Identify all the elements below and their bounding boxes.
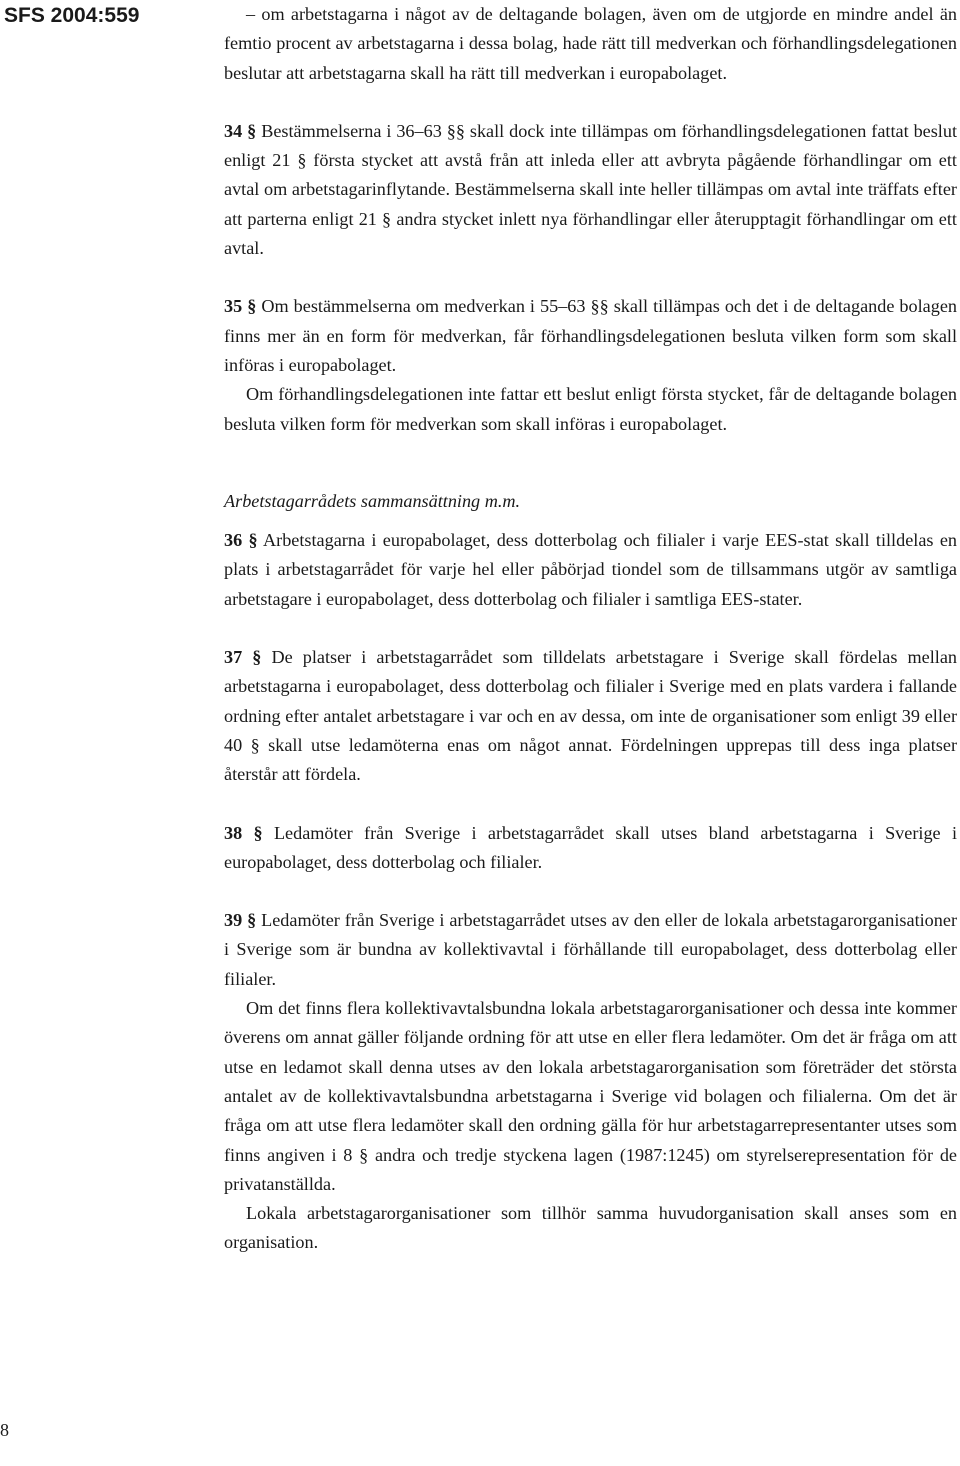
document-reference: SFS 2004:559 xyxy=(4,4,140,27)
section-text: Ledamöter från Sverige i arbetstagarrådet utses av den eller de lokala arbetstagarorganisationer i Sverige som är bundna av kollektivavtal i förhållande till europabolaget, dess dotterbolag eller filialer. xyxy=(224,910,958,989)
section-number: 39 § xyxy=(224,910,257,931)
section-number: 38 § xyxy=(224,822,263,843)
section-number: 36 § xyxy=(224,530,258,551)
section-text: Ledamöter från Sverige i arbetstagarrådet skall utses bland arbetstagarna i Sverige i europabolaget, dess dotterbolag och filialer. xyxy=(224,822,958,872)
section-text: De platser i arbetstagarrådet som tilldelats arbetstagare i Sverige skall fördelas mellan arbetstagarna i europabolaget, dess dotterbolag och filialer i Sverige med en plats vardera i fallande ordning efter antalet arbetstagare i var och en av dessa, om inte de organisationer som enligt 39 eller 40 § skall utse ledamöterna enas om något annat. Fördelningen upprepas till dess inga platser återstår att fördela. xyxy=(224,647,957,785)
section-heading: Arbetstagarrådets sammansättning m.m. xyxy=(224,490,521,511)
section-number: 35 § xyxy=(224,296,257,317)
intro-paragraph xyxy=(224,0,957,88)
section-38 xyxy=(224,819,957,878)
section-text: Bestämmelserna i 36–63 §§ skall dock inte tillämpas om förhandlingsdelegationen fattat beslut enligt 21 § första stycket att avstå från att inleda eller att avbryta pågående förhandlingar om ett avtal om arbetstagarinflytande. Bestämmelserna skall inte heller tillämpas om avtal inte träffats efter att parterna enligt 21 § andra stycket inlett nya förhandlingar eller återupptagit förhandlingar om ett avtal. xyxy=(224,120,958,259)
section-39 xyxy=(224,906,957,1258)
section-34 xyxy=(224,117,957,263)
section-37 xyxy=(224,643,957,789)
intro-text: – om arbetstagarna i något av de deltagande bolagen, även om de utgjorde en mindre andel än femtio procent av arbetstagarna i dessa bolag, hade rätt till medverkan och förhandlingsdelegationen beslutar att arbetstagarna skall ha rätt till medverkan i europabolaget. xyxy=(224,4,957,83)
page-number: 8 xyxy=(0,1420,9,1440)
section-text-3: Lokala arbetstagarorganisationer som tillhör samma huvudorganisation skall anses som en organisation. xyxy=(224,1203,957,1253)
section-number: 34 § xyxy=(224,120,257,141)
section-text-2: Om förhandlingsdelegationen inte fattar ett beslut enligt första stycket, får de deltagande bolagen besluta vilken form för medverkan som skall införas i europabolaget. xyxy=(224,384,957,434)
section-number: 37 § xyxy=(224,647,262,668)
section-35 xyxy=(224,292,957,438)
section-text: Om bestämmelserna om medverkan i 55–63 §§ skall tillämpas och det i de deltagande bolagen finns mer än en form för medverkan, får förhandlingsdelegationen besluta vilken form som skall införas i europabolaget. xyxy=(224,296,957,375)
section-36 xyxy=(224,526,957,614)
main-text xyxy=(224,0,957,1287)
section-text-2: Om det finns flera kollektivavtalsbundna lokala arbetstagarorganisationer och dessa inte kommer överens om annat gäller följande ordning för att utse en eller flera ledamöter. Om det är fråga om att utse en ledamot skall denna utses av den lokala arbetstagarorganisation som företräder det största antalet av de kollektivavtalsbundna arbetstagarna i Sverige vid bolagen och filialerna. Om det är fråga om att utse flera ledamöter skall den ordning gälla för hur arbetstagarrepresentanter utses som finns angiven i 8 § andra och tredje styckena lagen (1987:1245) om styrelserepresentation för de privatanställda. xyxy=(224,998,957,1194)
section-text: Arbetstagarna i europabolaget, dess dotterbolag och filialer i varje EES-stat skall tilldelas en plats i arbetstagarrådet för varje hel eller påbörjad tiondel som de tillsammans utgör av samtliga arbetstagare i europabolaget, dess dotterbolag och filialer i samtliga EES-stater. xyxy=(224,530,958,609)
